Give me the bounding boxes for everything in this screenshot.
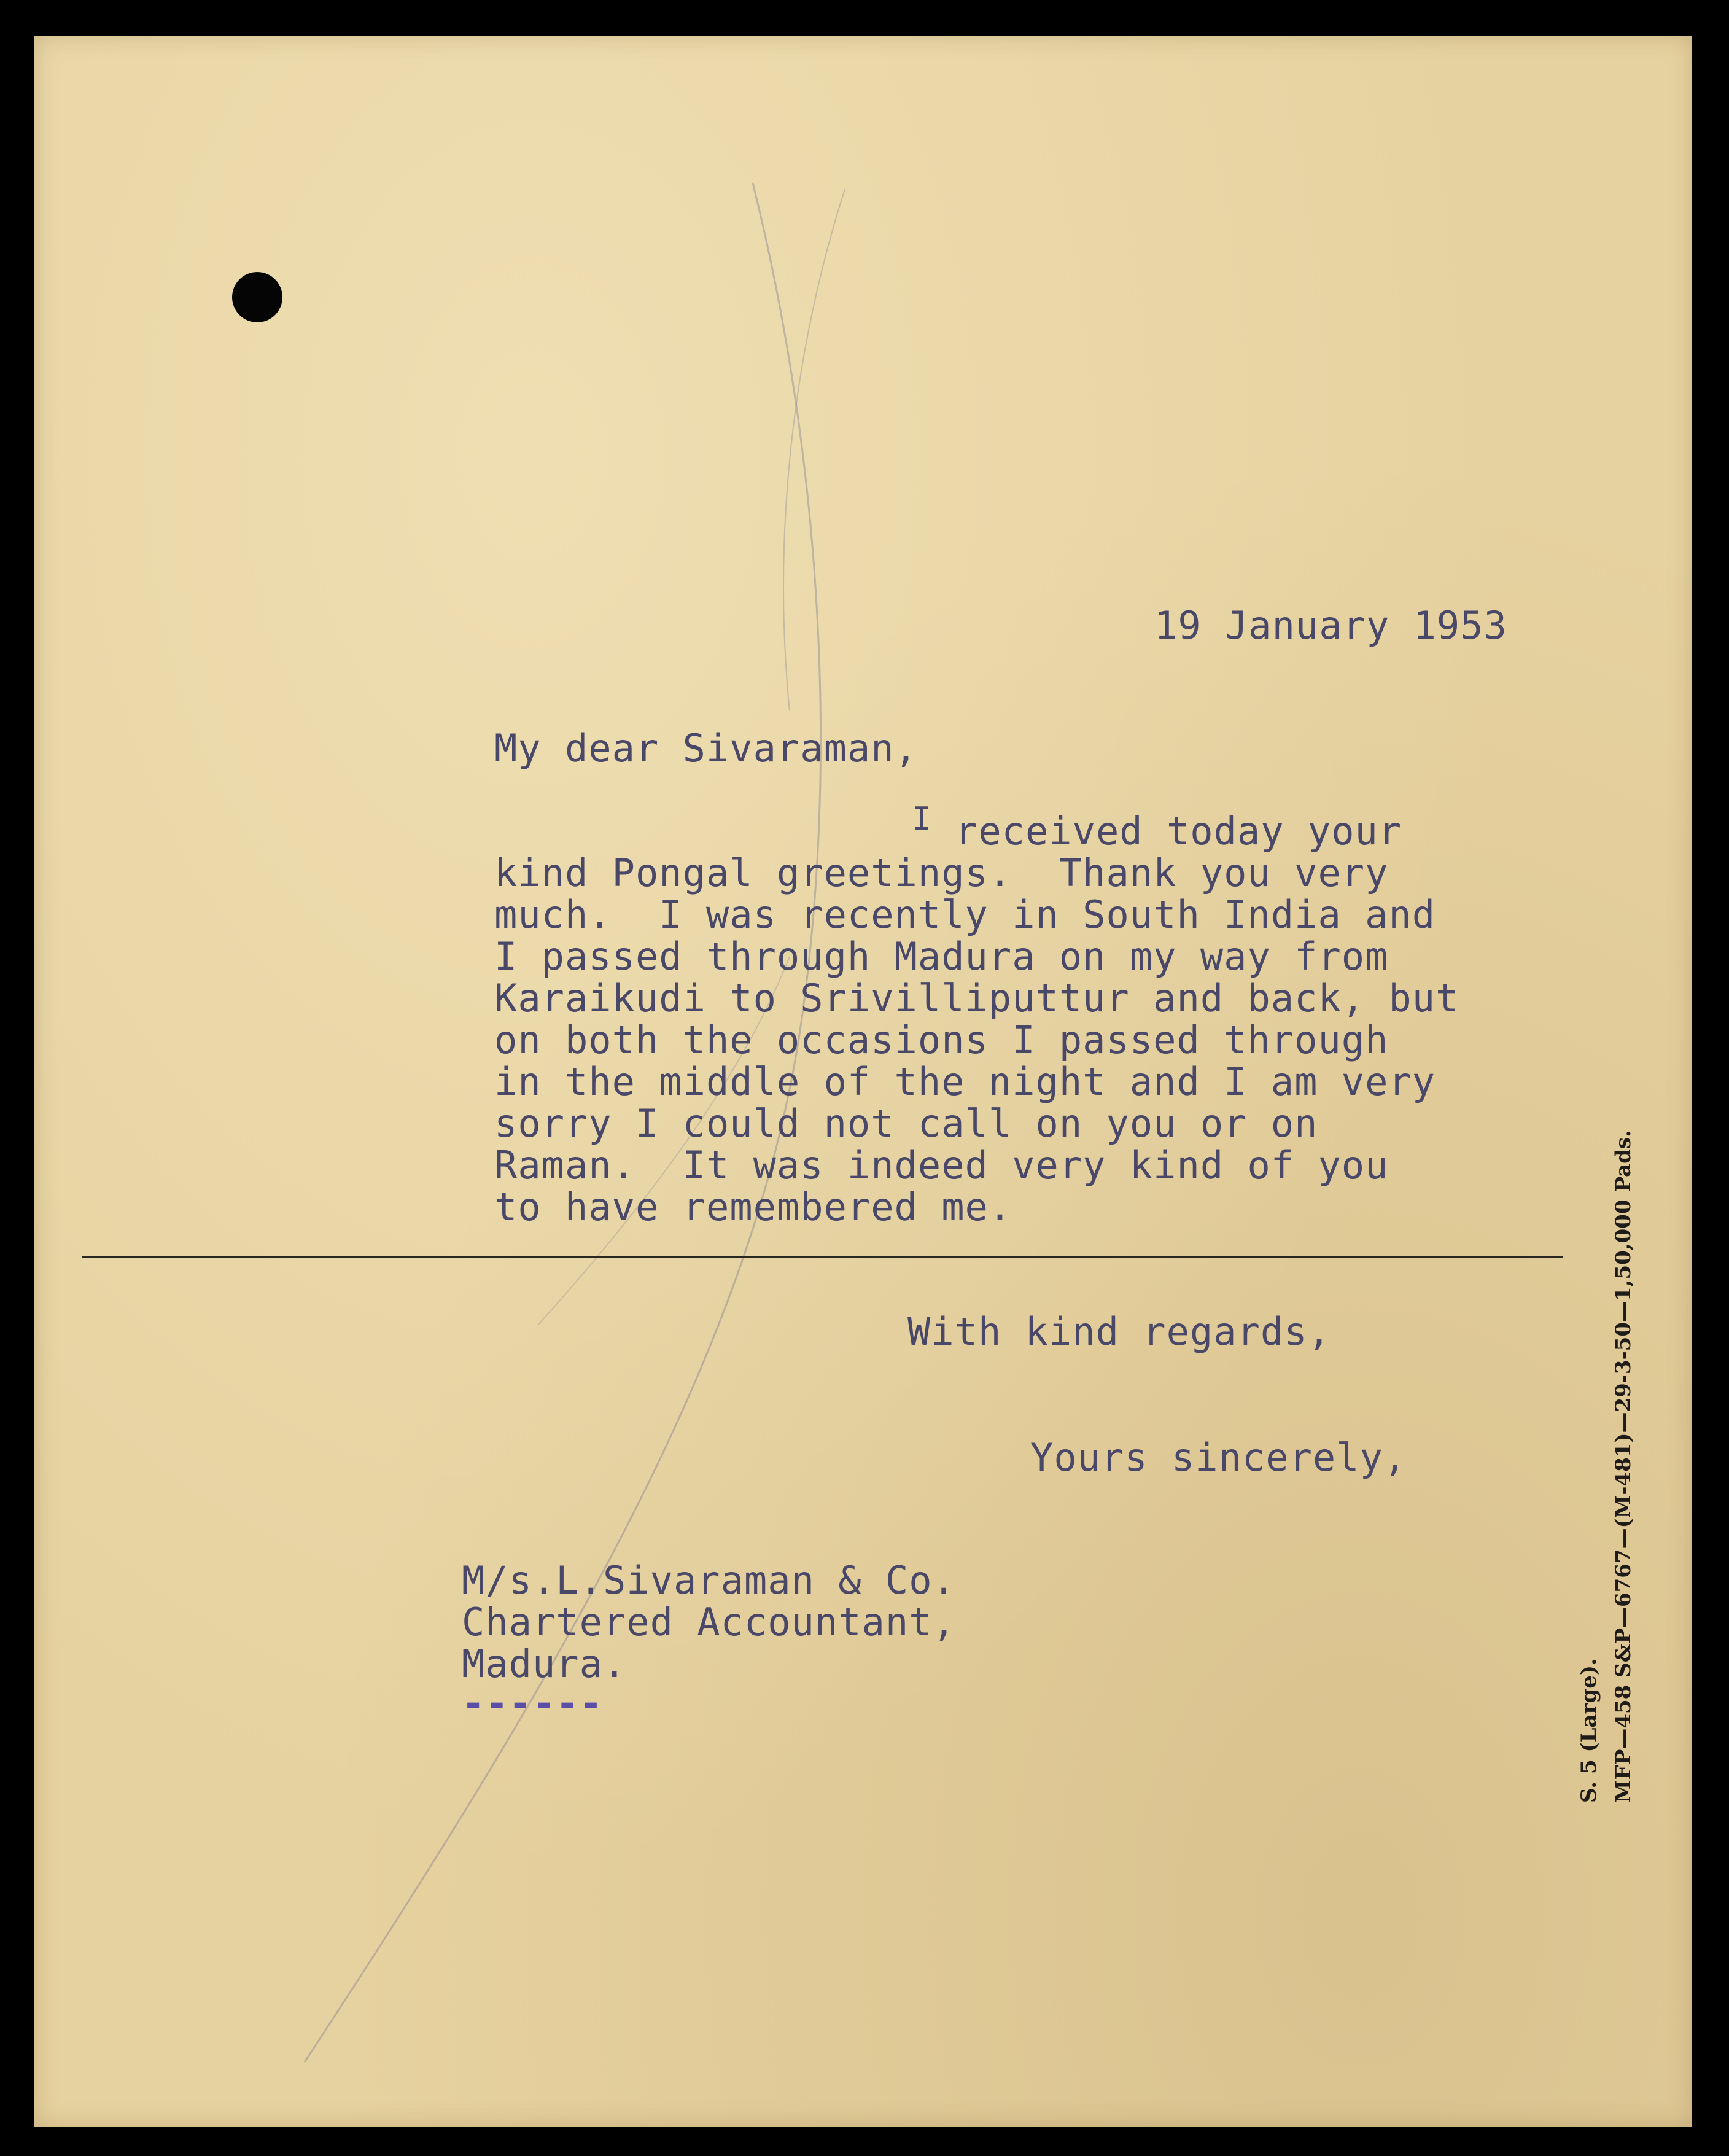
closing-regards: With kind regards, bbox=[907, 1309, 1331, 1354]
body-line: kind Pongal greetings. Thank you very bbox=[494, 850, 1389, 895]
salutation: My dear Sivaraman, bbox=[494, 726, 918, 771]
body-line: much. I was recently in South India and bbox=[494, 892, 1436, 937]
insert-mark: I bbox=[912, 801, 932, 838]
fold-rule bbox=[82, 1256, 1563, 1258]
address-line: M/s.L.Sivaraman & Co. bbox=[462, 1558, 956, 1603]
closing-sincerely: Yours sincerely, bbox=[1030, 1435, 1407, 1480]
margin-imprint-form-number: S. 5 (Large). bbox=[1577, 1658, 1601, 1803]
address-line: Madura. bbox=[462, 1641, 627, 1686]
body-line: received today your bbox=[955, 809, 1402, 854]
letter-date: 19 January 1953 bbox=[1154, 603, 1507, 648]
body-line: sorry I could not call on you or on bbox=[494, 1101, 1318, 1146]
address-line: Chartered Accountant, bbox=[462, 1600, 956, 1644]
address-underline-dashes: ------ bbox=[462, 1681, 603, 1726]
body-line: Karaikudi to Srivilliputtur and back, but bbox=[494, 976, 1459, 1021]
body-line: on both the occasions I passed through bbox=[494, 1018, 1389, 1062]
margin-imprint-print-code: MFP—458 S&P—6767—(M-481)—29-3-50—1,50,000 Pads. bbox=[1611, 1130, 1636, 1803]
body-line: Raman. It was indeed very kind of you bbox=[494, 1143, 1389, 1188]
body-line: in the middle of the night and I am very bbox=[494, 1059, 1436, 1104]
body-line: to have remembered me. bbox=[494, 1185, 1012, 1229]
punch-hole bbox=[232, 272, 282, 322]
body-line: I passed through Madura on my way from bbox=[494, 934, 1389, 979]
